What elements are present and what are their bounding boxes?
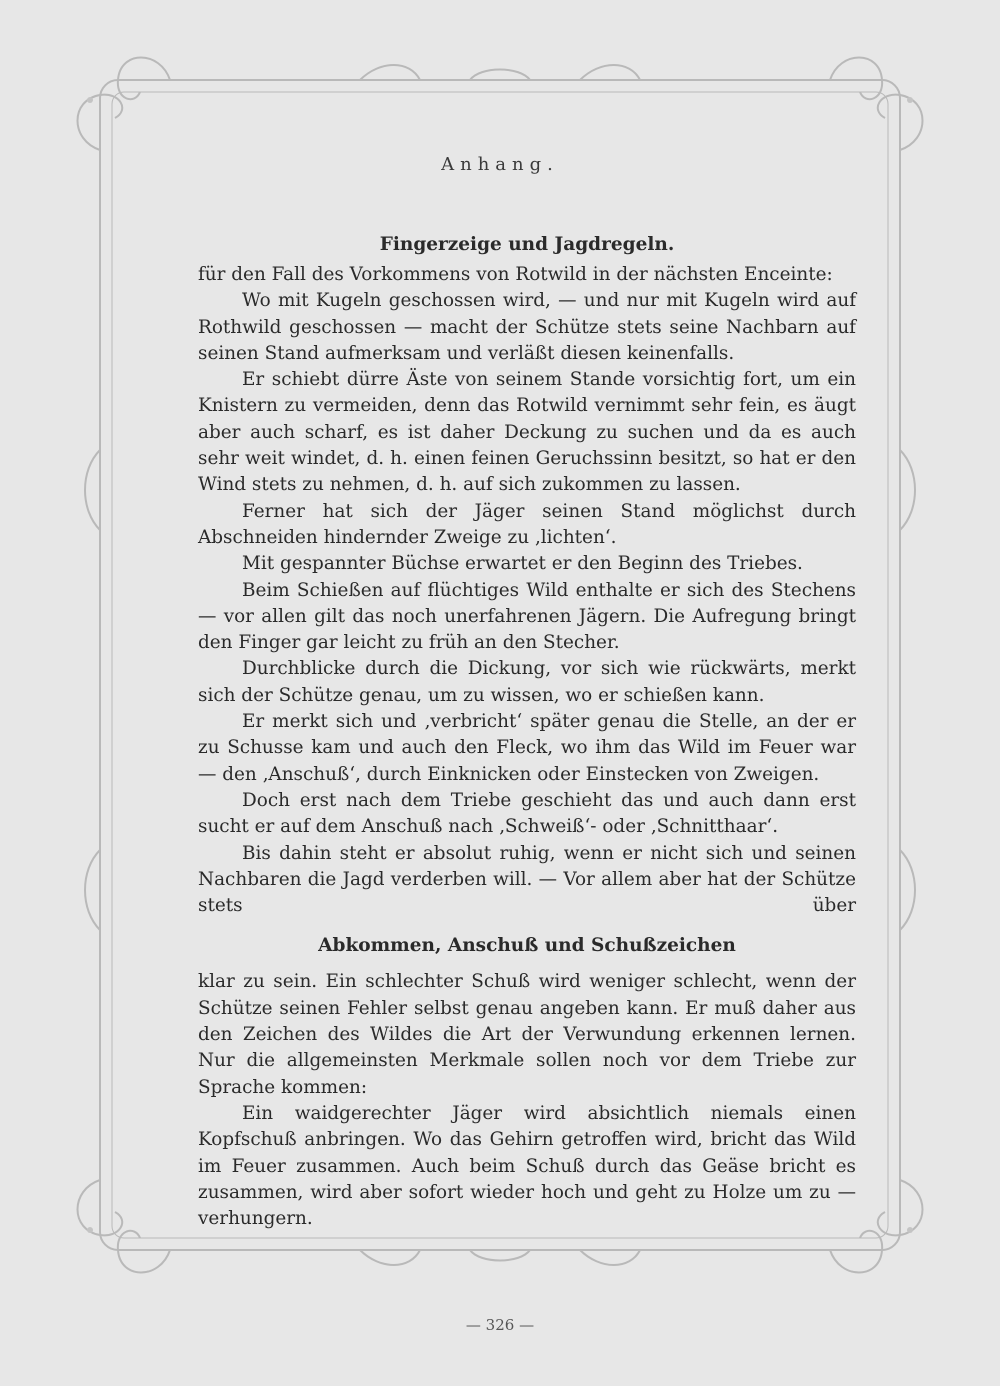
paragraph: Ein waidgerechter Jäger wird absichtlich niemals einen Kopfschuß anbringen. Wo das Gehirn getroffen wird, bricht das Wild im Feuer zusammen. Auch beim Schuß durch das Geäse bricht es zusammen, wird aber sofort wieder hoch und geht zu Holze um zu — verhungern. — [198, 1102, 856, 1230]
paragraph: Ferner hat sich der Jäger seinen Stand möglichst durch Abschneiden hindernder Zweige zu ‚lichten‘. — [198, 500, 856, 548]
paragraph: für den Fall des Vorkommens von Rotwild in der nächsten Enceinte: — [198, 264, 833, 285]
paragraph: Er schiebt dürre Äste von seinem Stande vorsichtig fort, um ein Knistern zu vermeiden, denn das Rotwild vernimmt sehr fein, es äugt aber auch scharf, es ist daher Deckung zu suchen und da es auch sehr weit windet, d. h. einen feinen Geruchssinn besitzt, so hat er den Wind stets zu nehmen, d. h. auf sich zukommen zu lassen. — [198, 369, 856, 496]
paragraph: Doch erst nach dem Triebe geschieht das und auch dann erst sucht er auf dem Anschuß nach ‚Schweiß‘- oder ‚Schnitthaar‘. — [198, 789, 856, 838]
page-number: — 326 — — [465, 1316, 535, 1334]
paragraph: Durchblicke durch die Dickung, vor sich wie rückwärts, merkt sich der Schütze genau, um zu wissen, wo er schießen kann. — [198, 658, 856, 706]
text-block — [198, 232, 856, 1232]
paragraph: Beim Schießen auf flüchtiges Wild enthalte er sich des Stechens — vor allen gilt das noch unerfahrenen Jägern. Die Aufregung bringt den Finger gar leicht zu früh an den Stecher. — [198, 579, 856, 654]
running-header: Anhang. — [441, 154, 559, 175]
paragraph: klar zu sein. Ein schlechter Schuß wird weniger schlecht, wenn der Schütze seinen Fehler selbst genau angeben kann. Er muß daher aus den Zeichen des Wildes die Art der Verwundung erkennen lernen. Nur die allgemeinsten Merkmale sollen noch vor dem Triebe zur Sprache kommen: — [198, 971, 856, 1098]
paragraph: Mit gespannter Büchse erwartet er den Beginn des Triebes. — [242, 553, 803, 575]
section-heading-1: Fingerzeige und Jagdregeln. — [379, 234, 675, 255]
paragraph: Er merkt sich und ‚verbricht‘ später genau die Stelle, an der er zu Schusse kam und auch den Fleck, wo ihm das Wild im Feuer war — den ‚Anschuß‘, durch Einknicken oder Einstecken von Zweigen. — [198, 711, 856, 785]
section-heading-2: Abkommen, Anschuß und Schußzeichen — [318, 935, 736, 957]
paragraph: Wo mit Kugeln geschossen wird, — und nur mit Kugeln wird auf Rothwild geschossen — macht der Schütze stets seine Nachbarn auf seinen Stand aufmerksam und verläßt diesen keinenfalls. — [198, 290, 856, 364]
paragraph: Bis dahin steht er absolut ruhig, wenn er nicht sich und seinen Nachbaren die Jagd verderben will. — Vor allem aber hat der Schütze stets über — [198, 842, 856, 917]
